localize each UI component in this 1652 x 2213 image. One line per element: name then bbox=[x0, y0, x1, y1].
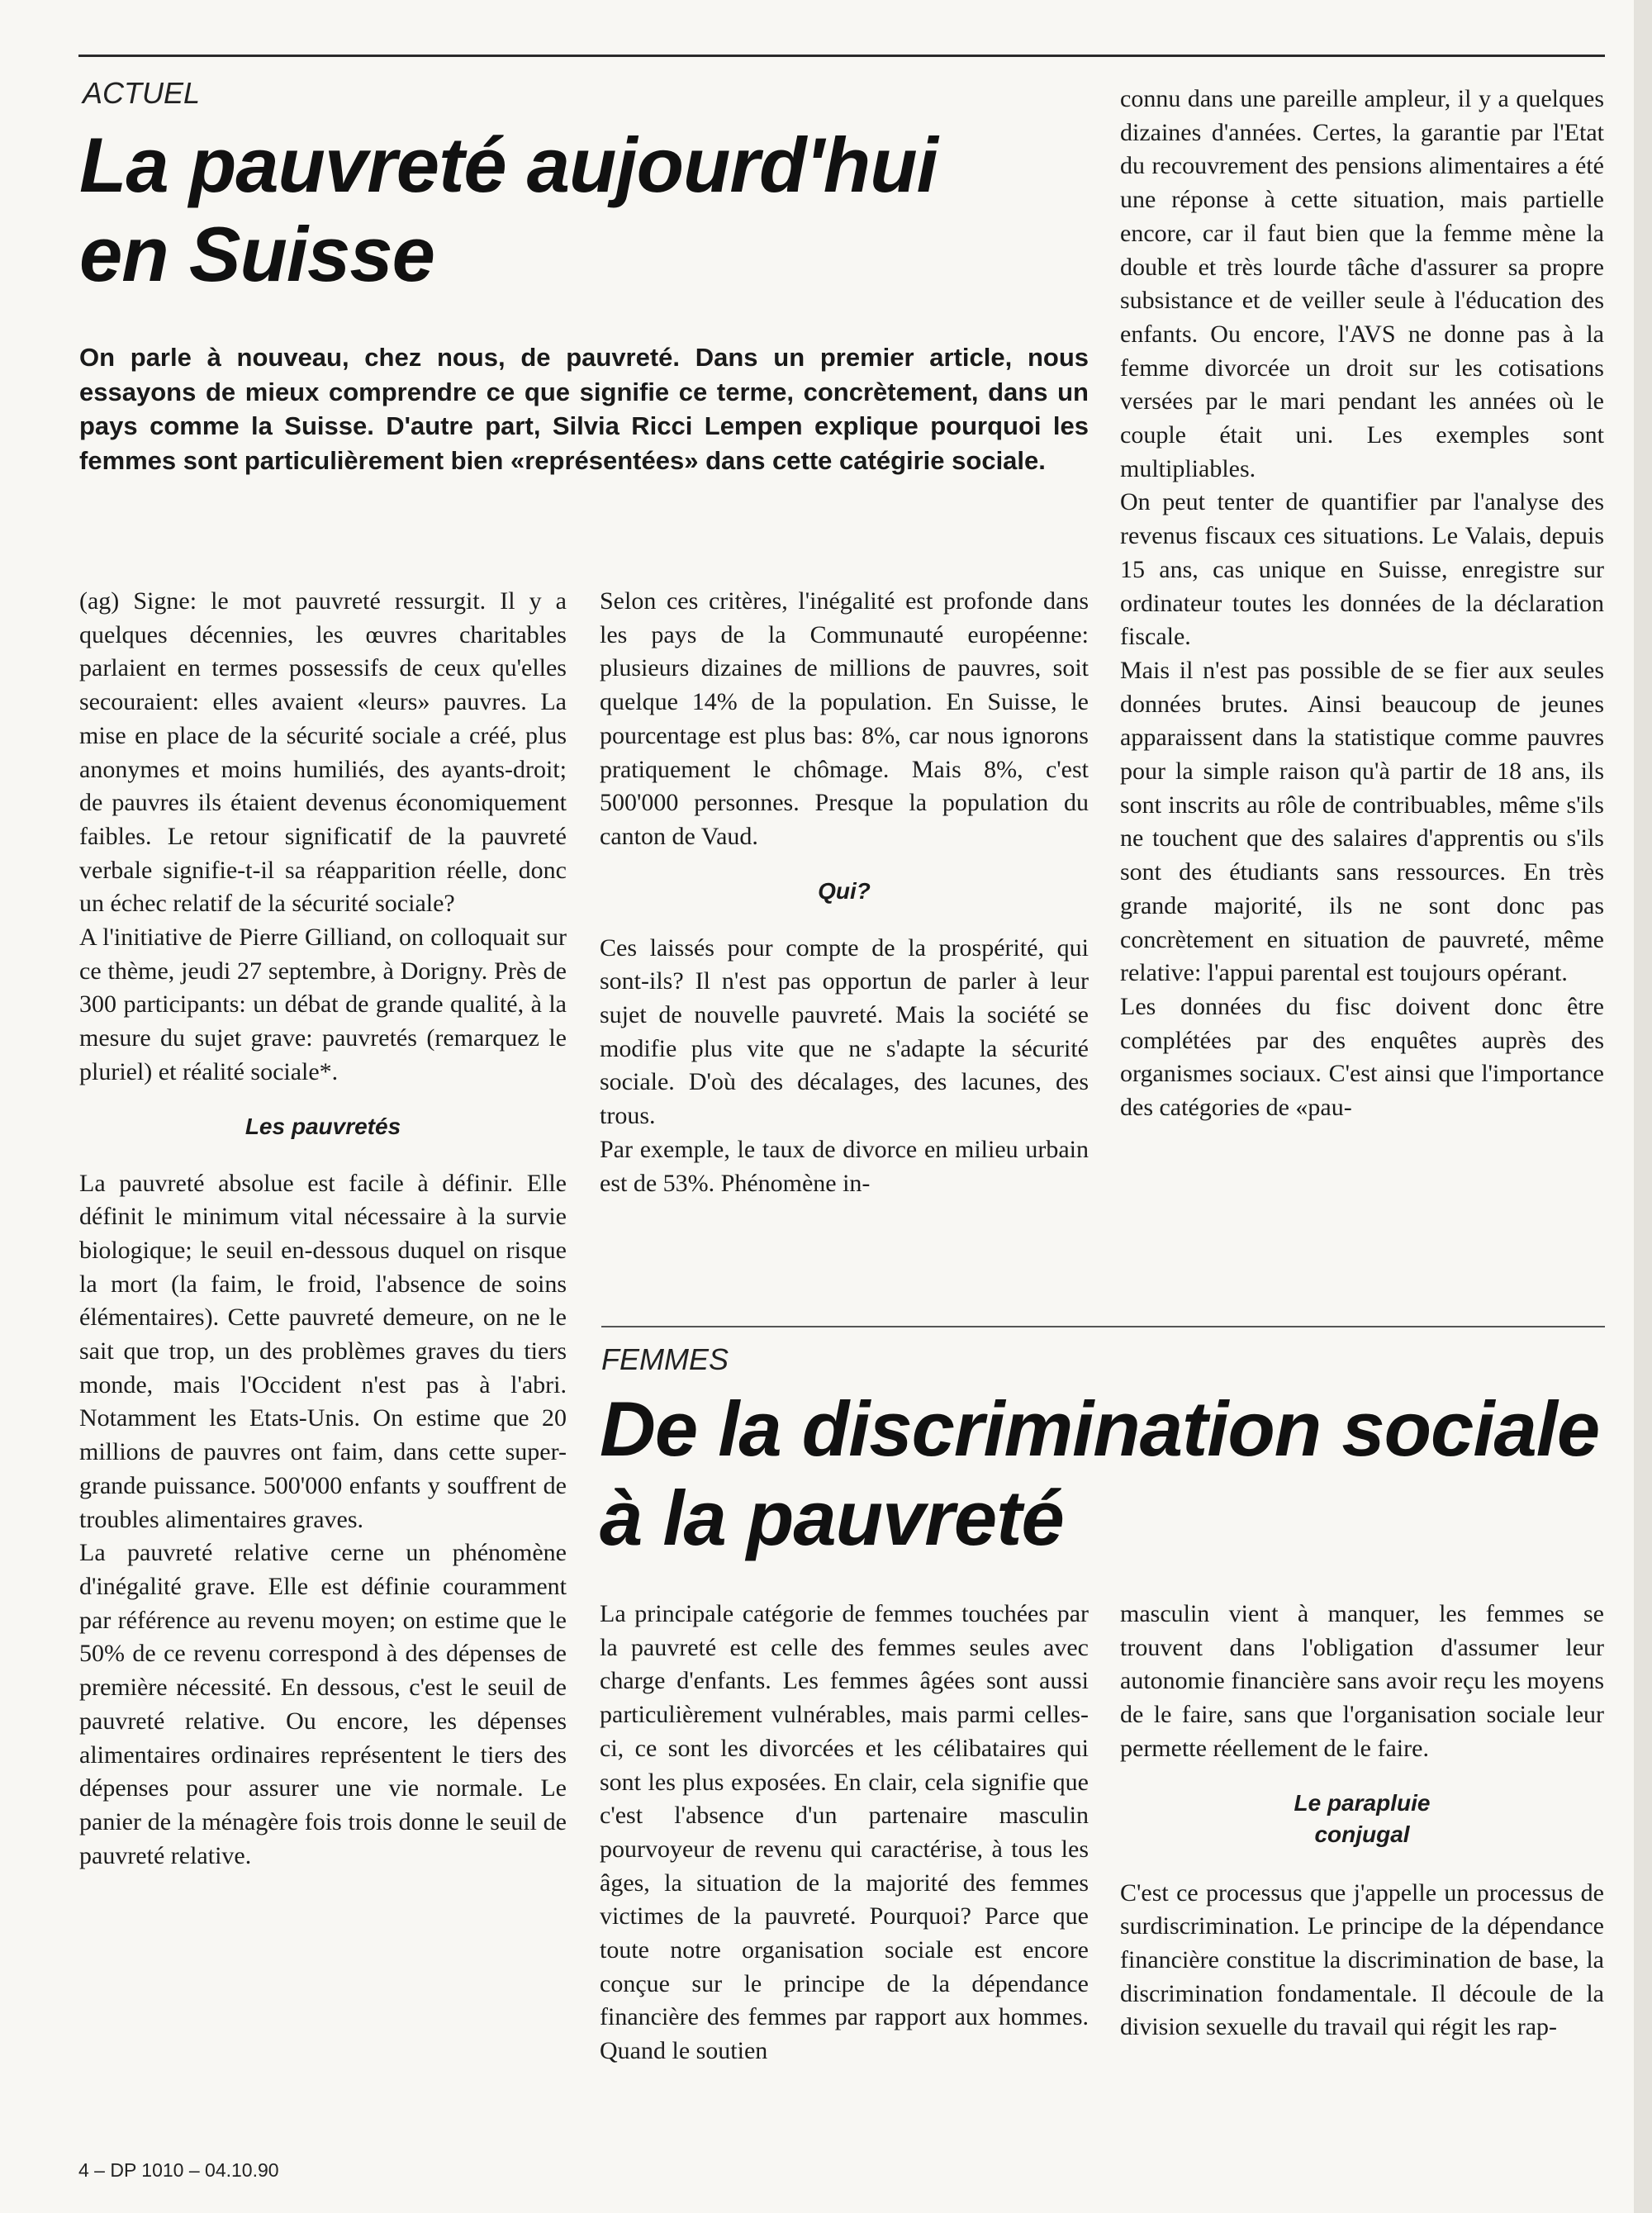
article1-col3-paragraph: Mais il n'est pas possible de se fier aux seules données brutes. Ainsi beaucoup de jeunes apparaissent dans la statistique comme pauvres pour la simple raison qu'à partir de 18 ans, ils sont inscrits au rôle de contribuables, même s'ils ne touchent que des salaires d'apprentis ou s'ils sont des étudiants sans ressources. En très grande majorité, ils ne sont donc pas concrètement en situation de pauvreté, même relative: l'appui parental est toujours opérant. bbox=[1120, 656, 1604, 987]
section-label-actuel: ACTUEL bbox=[83, 76, 201, 110]
article2-col1-paragraph: La principale catégorie de femmes touchées par la pauvreté est celle des femmes seules avec charge d'enfants. Les femmes âgées sont aussi particulièrement vulnérables, mais parmi celles-ci, ce sont les divorcées et les célibataires qui sont les plus exposées. En clair, cela signifie que c'est l'absence d'un partenaire masculin pourvoyeur de revenu qui caractérise, à tous les âges, la situation de la majorité des femmes victimes de la pauvreté. Pourquoi? Parce que toute notre organisation sociale est encore conçue sur le principe de la dépendance financière des femmes par rapport aux hommes. Quand le soutien bbox=[600, 1600, 1089, 2065]
article1-title-line2: en Suisse bbox=[79, 211, 434, 297]
article1-lead: On parle à nouveau, chez nous, de pauvreté. Dans un premier article, nous essayons de mieux comprendre ce que signifie ce terme, concrètement, dans un pays comme la Suisse. D'autre part, Silvia Ricci Lempen explique pourquoi les femmes sont particulièrement bien «représentées» dans cette catégirie sociale. bbox=[79, 343, 1089, 475]
section-label-femmes: FEMMES bbox=[601, 1342, 729, 1376]
article1-column-2 bbox=[600, 585, 1089, 1200]
article1-col1-paragraph: La pauvreté absolue est facile à définir. Elle définit le minimum vital nécessaire à la survie biologique; le seuil en-dessous duquel on risque la mort (la faim, le froid, l'absence de soins élémentaires). Cette pauvreté demeure, on ne le sait que trop, un des problèmes graves du tiers monde, mais l'Occident n'est pas à l'abri. Notamment les Etats-Unis. On estime que 20 millions de pauvres ont faim, dans cette super-grande puissance. 500'000 enfants y souffrent de troubles alimentaires graves. bbox=[79, 1169, 567, 1533]
article1-col2-paragraph: Selon ces critères, l'inégalité est profonde dans les pays de la Communauté européenne: plusieurs dizaines de millions de pauvres, soit quelque 14% de la population. En Suisse, le pourcentage est plus bas: 8%, car nous ignorons pratiquement le chômage. Mais 8%, c'est 500'000 personnes. Presque la population du canton de Vaud. bbox=[600, 587, 1089, 850]
article2-title-line2: à la pauvreté bbox=[600, 1475, 1064, 1561]
article2-title-line1: De la discrimination sociale bbox=[600, 1385, 1600, 1472]
page-edge bbox=[1634, 0, 1652, 2213]
article1-col3-paragraph: Les données du fisc doivent donc être complétées par des enquêtes auprès des organismes sociaux. C'est ainsi que l'importance des catégories de «pau- bbox=[1120, 992, 1604, 1122]
subheading-qui: Qui? bbox=[818, 877, 871, 904]
top-rule bbox=[78, 55, 1605, 57]
article1-col3-paragraph: connu dans une pareille ampleur, il y a quelques dizaines d'années. Certes, la garantie par l'Etat du recouvrement des pensions alimentaires a été une réponse à cette situation, mais partielle encore, car il faut bien que la femme mène la double et très lourde tâche d'assurer sa propre subsistance et de veiller seule à l'éducation des enfants. Ou encore, l'AVS ne donne pas à la femme divorcée un droit sur les cotisations versées par le mari pendant les années où le couple était uni. Les exemples sont multipliables. bbox=[1120, 85, 1604, 482]
article1-col2-paragraph: Par exemple, le taux de divorce en milieu urbain est de 53%. Phénomène in- bbox=[600, 1135, 1089, 1197]
article1-col2-paragraph: Ces laissés pour compte de la prospérité, qui sont-ils? Il n'est pas opportun de parler à leur sujet de nouvelle pauvreté. Mais la société se modifie plus vite que ne s'adapte la sécurité sociale. D'où des décalages, des lacunes, des trous. bbox=[600, 933, 1089, 1130]
subheading-le-parapluie-conjugal bbox=[1120, 1784, 1604, 1854]
article1-col1-paragraph: (ag) Signe: le mot pauvreté ressurgit. Il y a quelques décennies, les œuvres charitables parlaient en termes possessifs de ceux qu'elles secouraient: elles avaient «leurs» pauvres. La mise en place de la sécurité sociale a créé, plus anonymes et moins humiliés, des ayants-droit; de pauvres ils étaient devenus économiquement faibles. Le retour significatif de la pauvreté verbale signifie-t-il sa réapparition réelle, donc un échec relatif de la sécurité sociale? bbox=[79, 587, 567, 918]
article2-col2-paragraph: masculin vient à manquer, les femmes se trouvent dans l'obligation d'assumer leur autonomie financière sans avoir reçu les moyens de le faire, sans que l'organisation sociale leur permette réellement de le faire. bbox=[1120, 1600, 1604, 1762]
article1-title-line1: La pauvreté aujourd'hui bbox=[79, 121, 938, 208]
page-footer: 4 – DP 1010 – 04.10.90 bbox=[78, 2159, 279, 2181]
article2-column-2 bbox=[1120, 1598, 1604, 2044]
article2-column-1 bbox=[600, 1598, 1089, 2068]
subheading-les-pauvretes: Les pauvretés bbox=[244, 1113, 401, 1139]
article2-col2-paragraph: C'est ce processus que j'appelle un processus de surdiscrimination. Le principe de la dépendance financière constitue la discrimination de base, la discrimination fondamentale. Il découle de la division sexuelle du travail qui régit les rap- bbox=[1120, 1878, 1604, 2041]
article1-col3-paragraph: On peut tenter de quantifier par l'analyse des revenus fiscaux ces situations. Le Valais, depuis 15 ans, cas unique en Suisse, enregistre sur ordinateur toutes les données de la déclaration fiscale. bbox=[1120, 488, 1604, 651]
article2-title bbox=[600, 1384, 1599, 1563]
article1-col1-paragraph: La pauvreté relative cerne un phénomène d'inégalité grave. Elle est définie couramment par référence au revenu moyen; on estime que le 50% de ce revenu correspond à des dépenses de première nécessité. En dessous, c'est le seuil de pauvreté relative. Ou encore, les dépenses alimentaires ordinaires représentent le tiers des dépenses pour assurer une vie normale. Le panier de la ménagère fois trois donne le seuil de pauvreté relative. bbox=[79, 1539, 567, 1869]
article-divider bbox=[601, 1326, 1605, 1327]
article1-col1-paragraph: A l'initiative de Pierre Gilliand, on colloquait sur ce thème, jeudi 27 septembre, à Dorigny. Près de 300 participants: un débat de grande qualité, à la mesure du sujet grave: pauvretés (remarquez le pluriel) et réalité sociale*. bbox=[79, 924, 567, 1085]
article1-column-3 bbox=[1120, 83, 1604, 1125]
subheading-line2: conjugal bbox=[1314, 1821, 1410, 1847]
article1-title bbox=[79, 121, 938, 299]
subheading-line1: Le parapluie bbox=[1294, 1789, 1431, 1816]
article1-column-1 bbox=[79, 585, 567, 1873]
